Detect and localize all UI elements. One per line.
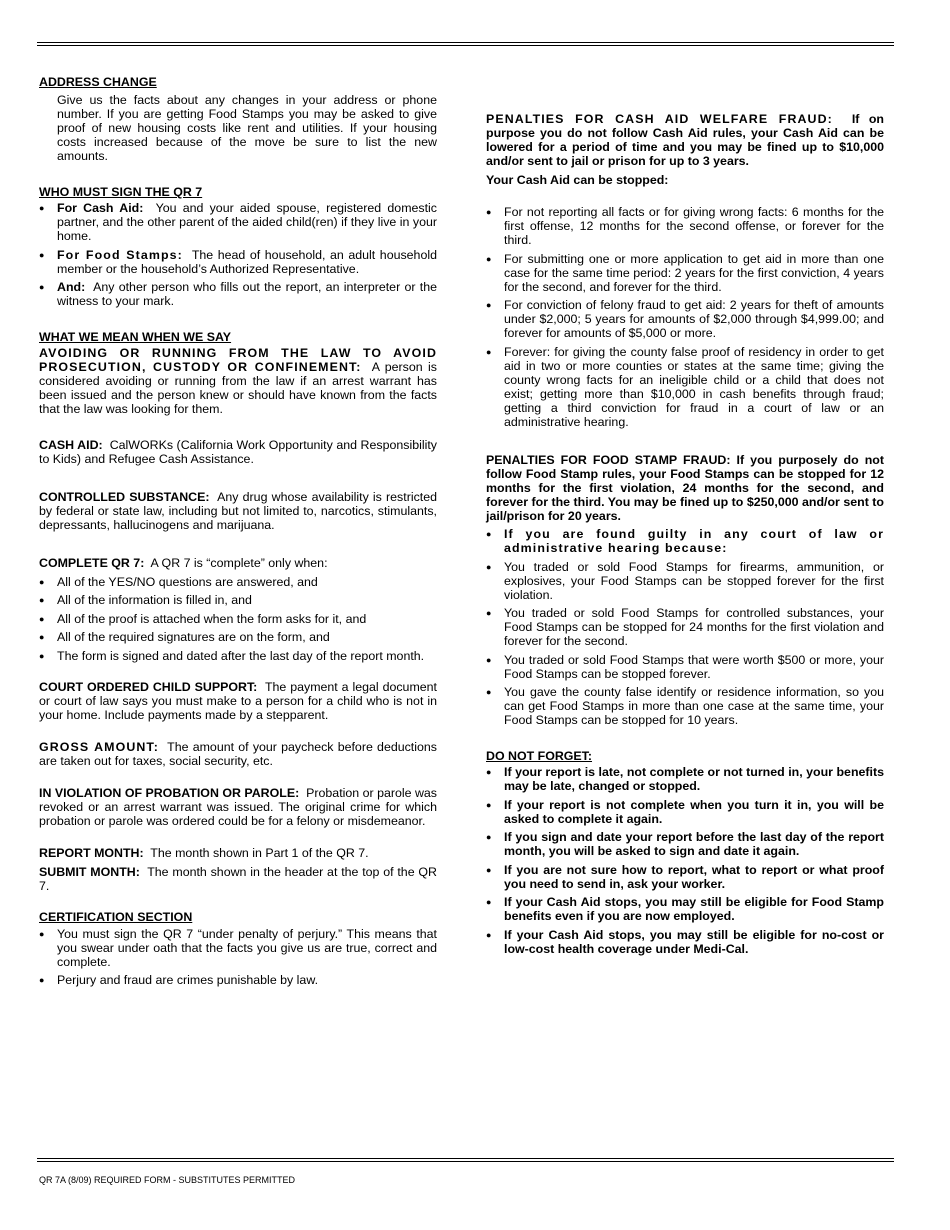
list-item: ● For conviction of felony fraud to get aid: 2 years for theft of amounts under $2,000; 5 years for amounts of $2,000 through $4,999.00; and forever for amounts of $5,000 or more. [486,298,884,340]
left-column [39,75,437,987]
certification-heading: CERTIFICATION SECTION [39,909,193,924]
do-not-forget-list [486,765,884,956]
top-rule [37,42,894,46]
list-item: ● You traded or sold Food Stamps for firearms, ammunition, or explosives, your Food Stamps can be stopped forever for the first violation. [486,560,884,602]
cash-aid-penalty-list [486,205,884,429]
list-item: ● You must sign the QR 7 “under penalty of perjury.” This means that you swear under oath that the facts you give us are true, correct and complete. [39,927,437,969]
definition-text: Any drug whose availability is restricted by federal or state law, including but not limited to, narcotics, stimulants, depressants, hallucinogens and marijuana. [39,490,437,532]
term: CONTROLLED SUBSTANCE: [39,490,210,504]
controlled-substance-definition [39,490,437,532]
term: For Cash Aid: [57,201,144,215]
submit-month-definition [39,865,437,893]
definition-text: The amount of your paycheck before deductions are taken out for taxes, social security, etc. [39,739,437,768]
list-item: ● All of the proof is attached when the form asks for it, and [39,612,437,626]
term: COMPLETE QR 7: [39,556,145,570]
cash-aid-stopped: Your Cash Aid can be stopped: [486,173,669,187]
report-month-definition [39,846,437,860]
list-item: ● If you sign and date your report before the last day of the report month, you will be asked to sign and date it again. [486,830,884,858]
who-must-sign-heading: WHO MUST SIGN THE QR 7 [39,185,203,199]
child-support-definition [39,680,437,722]
list-item: ● If your report is late, not complete or not turned in, your benefits may be late, changed or stopped. [486,765,884,793]
definition-text: CalWORKs (California Work Opportunity and Responsibility to Kids) and Refugee Cash Assistance. [39,438,437,466]
definition-text: A QR 7 is “complete” only when: [150,556,328,570]
certification-list [39,927,437,988]
item-text: The head of household, an adult household member or the household’s Authorized Representative. [57,247,437,276]
item-text: You and your aided spouse, registered domestic partner, and the other parent of the aided child(ren) if they live in your home. [57,201,437,243]
complete-qr7-section [39,556,437,663]
address-change-text: Give us the facts about any changes in your address or phone number. If you are getting Food Stamps you may be asked to give proof of new housing costs like rent and utilities. If your housing costs increased because of the move be sure to list the new amounts. [57,93,437,163]
list-item: ● If your report is not complete when you turn it in, you will be asked to complete it again. [486,798,884,826]
term: SUBMIT MONTH: [39,864,140,879]
list-item [39,280,437,308]
term: GROSS AMOUNT: [39,739,159,754]
food-stamp-fraud-section [486,453,884,728]
avoiding-definition [39,346,437,416]
do-not-forget-heading: DO NOT FORGET: [486,749,593,763]
list-item: ● All of the required signatures are on the form, and [39,630,437,644]
list-item: ● You traded or sold Food Stamps for controlled substances, your Food Stamps can be stopped for 24 months for the first violation and forever for the second. [486,606,884,648]
what-we-mean-heading: WHAT WE MEAN WHEN WE SAY [39,330,232,344]
address-change-heading: ADDRESS CHANGE [39,75,157,89]
list-item: ● If you are found guilty in any court of law or administrative hearing because: [486,527,884,555]
list-item: ● Forever: for giving the county false proof of residency in order to get aid in two or more counties or states at the same time; giving the county wrong facts for an ineligible child or a child that does not exist; getting more than $10,000 in cash benefits through fraud; getting a third conviction for fraud in a court of law or an administrative hearing. [486,345,884,429]
gross-amount-definition [39,740,437,768]
definition-text: The month shown in Part 1 of the QR 7. [150,845,369,860]
list-item: ● For submitting one or more application to get aid in more than one case for the same time period: 2 years for the first conviction, 4 years for the second, and forever for the third. [486,252,884,294]
list-item: ● If you are not sure how to report, what to report or what proof you need to send in, ask your worker. [486,863,884,891]
term: REPORT MONTH: [39,845,144,860]
right-column [486,112,884,956]
term: COURT ORDERED CHILD SUPPORT: [39,679,258,694]
list-item: ● All of the YES/NO questions are answered, and [39,575,437,589]
term: CASH AID: [39,438,103,452]
food-stamp-fraud-intro: PENALTIES FOR FOOD STAMP FRAUD: If you purposely do not follow Food Stamp rules, your Food Stamps can be stopped for 12 months for the first violation, 24 months for the second, and forever for the third. You may be fined up to $250,000 and/or sent to jail/prison for 20 years. [486,452,884,523]
cash-aid-definition [39,438,437,466]
definition-text: Probation or parole was revoked or an arrest warrant was issued. The original crime for which probation or parole was ordered could be for a felony or misdemeanor. [39,785,437,828]
list-item: ● For not reporting all facts or for giving wrong facts: 6 months for the first offense, 12 months for the second offense, or forever for the third. [486,205,884,247]
cash-aid-fraud-intro [486,112,884,168]
certification-section [39,910,437,988]
term: IN VIOLATION OF PROBATION OR PAROLE: [39,785,300,800]
term: And: [57,280,86,294]
list-item: ● All of the information is filled in, and [39,593,437,607]
what-we-mean-section [39,330,437,416]
list-item [39,248,437,276]
list-item: ● Perjury and fraud are crimes punishable by law. [39,973,437,987]
cash-aid-fraud-section [486,112,884,429]
list-item: ● If your Cash Aid stops, you may still be eligible for no-cost or low-cost health coverage under Medi-Cal. [486,928,884,956]
complete-qr7-definition [39,556,437,570]
cash-aid-fraud-heading: PENALTIES FOR CASH AID WELFARE FRAUD: [486,112,833,126]
form-footer: QR 7A (8/09) REQUIRED FORM - SUBSTITUTES PERMITTED [39,1175,296,1185]
address-change-section [39,75,437,163]
who-must-sign-list [39,201,437,308]
list-item: ● If your Cash Aid stops, you may still be eligible for Food Stamp benefits even if you are now employed. [486,895,884,923]
definition-text: A person is considered avoiding or running from the law if an arrest warrant has been issued and the person knew or should have known from the facts that the law was looking for them. [39,360,438,416]
who-must-sign-section [39,185,437,308]
cash-aid-fraud-text: If on purpose you do not follow Cash Aid rules, your Cash Aid can be lowered for a period of time and you may be fined up to $10,000 and/or sent to jail or prison for up to 3 years. [486,112,885,168]
food-stamp-penalty-list [486,527,884,727]
probation-definition [39,786,437,828]
term: AVOIDING OR RUNNING FROM THE LAW TO AVOID PROSECUTION, CUSTODY OR CONFINEMENT: [39,346,437,374]
definition-text: The month shown in the header at the top of the QR 7. [39,864,437,893]
definition-text: The payment a legal document or court of law says you must make to a person for a child who is not in your home. Include payments made by a stepparent. [39,679,437,722]
item-text: Any other person who fills out the report, an interpreter or the witness to your mark. [57,280,437,308]
list-item [39,201,437,243]
list-item: ● You traded or sold Food Stamps that were worth $500 or more, your Food Stamps can be stopped forever. [486,653,884,681]
list-item: ● You gave the county false identify or residence information, so you can get Food Stamps in more than one case at the same time, your Food Stamps can be stopped for 10 years. [486,685,884,727]
term: For Food Stamps: [57,247,183,262]
bottom-rule [37,1158,894,1162]
complete-qr7-list [39,575,437,663]
list-item: ● The form is signed and dated after the last day of the report month. [39,649,437,663]
do-not-forget-section [486,749,884,956]
